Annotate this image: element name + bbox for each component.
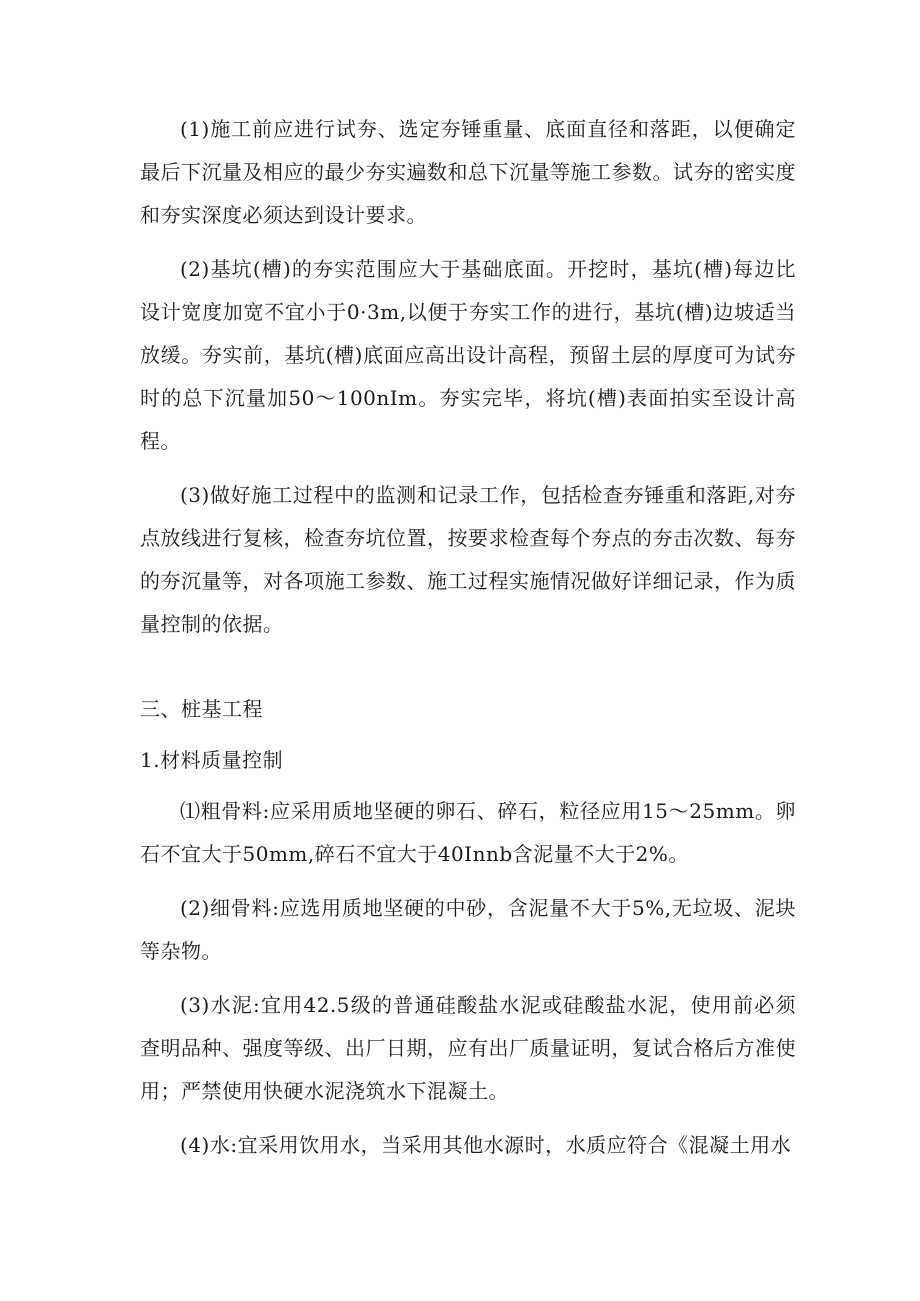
paragraph-2: (2)基坑(槽)的夯实范围应大于基础底面。开挖时，基坑(槽)每边比设计宽度加宽不宜小于0·3m,以便于夯实工作的进行，基坑(槽)边坡适当放缓。夯实前，基坑(槽)底面应高出设计高程，预留土层的厚度可为试夯时的总下沉量加50～100nIm。夯实完毕，将坑(槽)表面拍实至设计高程。 xyxy=(140,257,796,453)
paragraph-cement: (3)水泥:宜用42.5级的普通硅酸盐水泥或硅酸盐水泥，使用前必须查明品种、强度等级、出厂日期，应有出厂质量证明，复试合格后方准使用；严禁使用快硬水泥浇筑水下混凝土。 xyxy=(140,993,796,1103)
document-page xyxy=(140,108,796,1167)
section-heading: 三、桩基工程 xyxy=(140,697,263,721)
paragraph-3: (3)做好施工过程中的监测和记录工作，包括检查夯锤重和落距,对夯点放线进行复核，检查夯坑位置，按要求检查每个夯点的夯击次数、每夯的夯沉量等，对各项施工参数、施工过程实施情况做好详细记录，作为质量控制的依据。 xyxy=(140,483,796,636)
heading-spacer xyxy=(140,731,796,739)
paragraph-fine-aggregate: (2)细骨料:应选用质地坚硬的中砂，含泥量不大于5%,无垃圾、泥块等杂物。 xyxy=(140,896,796,963)
paragraph-1: (1)施工前应进行试夯、选定夯锤重量、底面直径和落距，以便确定最后下沉量及相应的最少夯实遍数和总下沉量等施工参数。试夯的密实度和夯实深度必须达到设计要求。 xyxy=(140,117,796,227)
paragraph-coarse-aggregate: ⑴粗骨料:应采用质地坚硬的卵石、碎石，粒径应用15～25mm。卵石不宜大于50mm,碎石不宜大于40Innb含泥量不大于2%。 xyxy=(140,799,796,866)
paragraph-water: (4)水:宜采用饮用水，当采用其他水源时，水质应符合《混凝土用水 xyxy=(180,1133,792,1157)
heading-spacer-2 xyxy=(140,782,796,790)
section-spacer xyxy=(140,646,796,688)
subsection-heading: 1.材料质量控制 xyxy=(140,748,284,772)
